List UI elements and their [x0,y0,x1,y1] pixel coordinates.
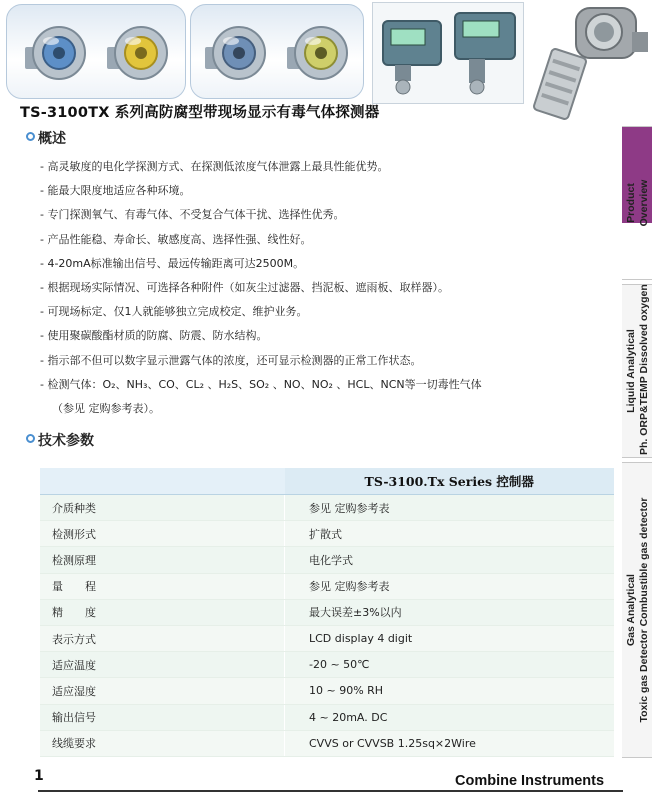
table-row [40,547,614,573]
table-row [40,625,614,651]
spec-label: 表示方式 [40,625,285,651]
spec-value: 10 ~ 90% RH [285,678,615,704]
tab-label-line: Liquid Analytical [625,329,637,413]
list-item: - 专门探测氧气、有毒气体、不受复合气体干扰、选择性优秀。 [40,208,345,222]
list-item: - 4-20mA标准输出信号、最远传输距离可达2500M。 [40,256,305,270]
heading-bullet-icon [26,132,35,141]
sensor-head-photo [103,17,173,87]
spec-label: 适应温度 [40,652,285,678]
overview-heading [38,128,66,148]
table-row [40,678,614,704]
spec-label: 适应湿度 [40,678,285,704]
sensor-photo-group-1 [6,4,186,99]
tab-label-line: Overview [638,179,650,227]
sensor-head-photo [201,17,271,87]
table-row [40,652,614,678]
footer-divider [38,790,623,792]
tab-product-overview-label [625,129,651,277]
list-item: - 检测气体：O₂、NH₃、CO、CL₂ 、H₂S、SO₂ 、NO、NO₂ 、HCL、NCN等一切毒性气体 [40,377,482,391]
table-row [40,730,614,756]
spec-value: 参见 定购参考表 [285,573,615,599]
spec-table-header-row [40,468,614,495]
spec-value: 4 ~ 20mA. DC [285,704,615,730]
company-name: Combine Instruments [455,773,605,789]
sensor-head-photo [21,17,91,87]
list-item-continuation: （参见 定购参考表）。 [52,401,160,415]
specs-heading [38,430,94,450]
spec-value: 电化学式 [285,547,615,573]
document-title: TS-3100TX 系列高防腐型带现场显示有毒气体探测器 [20,105,380,121]
spec-table-header: TS-3100.Tx Series 控制器 [285,468,615,495]
spec-value: LCD display 4 digit [285,625,615,651]
spec-value: 最大误差±3%以内 [285,599,615,625]
spec-table-corner-cell [40,468,285,495]
heading-bullet-icon [26,434,35,443]
list-item: - 可现场标定、仅1人就能够独立完成校定、维护业务。 [40,305,308,319]
specs-heading-label: 技术参数 [38,433,94,449]
table-row [40,599,614,625]
spec-value: CVVS or CVVSB 1.25sq×2Wire [285,730,615,756]
tab-label-line: Toxic gas Detector Combustible gas detector [638,497,650,723]
table-row [40,495,614,521]
spec-value: -20 ~ 50℃ [285,652,615,678]
tab-liquid-analytical[interactable] [622,284,652,458]
tab-gas-analytical[interactable] [622,462,652,758]
explosion-proof-detector-photo [528,2,652,120]
spec-label: 检测形式 [40,521,285,547]
spec-label: 输出信号 [40,704,285,730]
tab-liquid-analytical-label [625,284,651,455]
spec-label: 检测原理 [40,547,285,573]
page-number: 1 [34,768,44,784]
table-row [40,521,614,547]
list-item: - 使用聚碳酸酯材质的防腐、防震、防水结构。 [40,329,268,343]
spec-label: 精 度 [40,599,285,625]
spec-label: 量 程 [40,573,285,599]
spec-label: 线缆要求 [40,730,285,756]
spec-table [40,468,614,757]
list-item: - 产品性能稳、寿命长、敏感度高、选择性强、线性好。 [40,232,312,246]
overview-heading-label: 概述 [38,131,66,147]
table-row [40,573,614,599]
table-row [40,704,614,730]
tab-product-overview[interactable] [622,126,652,280]
tab-label-line: Product [625,183,637,223]
spec-value: 参见 定购参考表 [285,495,615,521]
tab-gas-analytical-label [625,465,651,755]
spec-label: 介质种类 [40,495,285,521]
overview-list [40,158,600,424]
list-item: - 指示部不但可以数字显示泄露气体的浓度，还可显示检测器的正常工作状态。 [40,353,422,367]
sensor-photo-group-2 [190,4,364,99]
tab-label-line: Gas Analytical [625,574,637,646]
tab-label-line: Ph. ORP&TEMP Dissolved oxygen [638,284,650,455]
spec-value: 扩散式 [285,521,615,547]
transmitter-display-photo [372,2,524,104]
side-tabs [622,126,652,758]
sensor-head-photo [283,17,353,87]
list-item: - 高灵敏度的电化学探测方式、在探测低浓度气体泄露上最具性能优势。 [40,160,389,173]
list-item: - 根据现场实际情况、可选择各种附件（如灰尘过滤器、挡泥板、遮雨板、取样器）。 [40,280,449,294]
list-item: - 能最大限度地适应各种环境。 [40,184,191,198]
